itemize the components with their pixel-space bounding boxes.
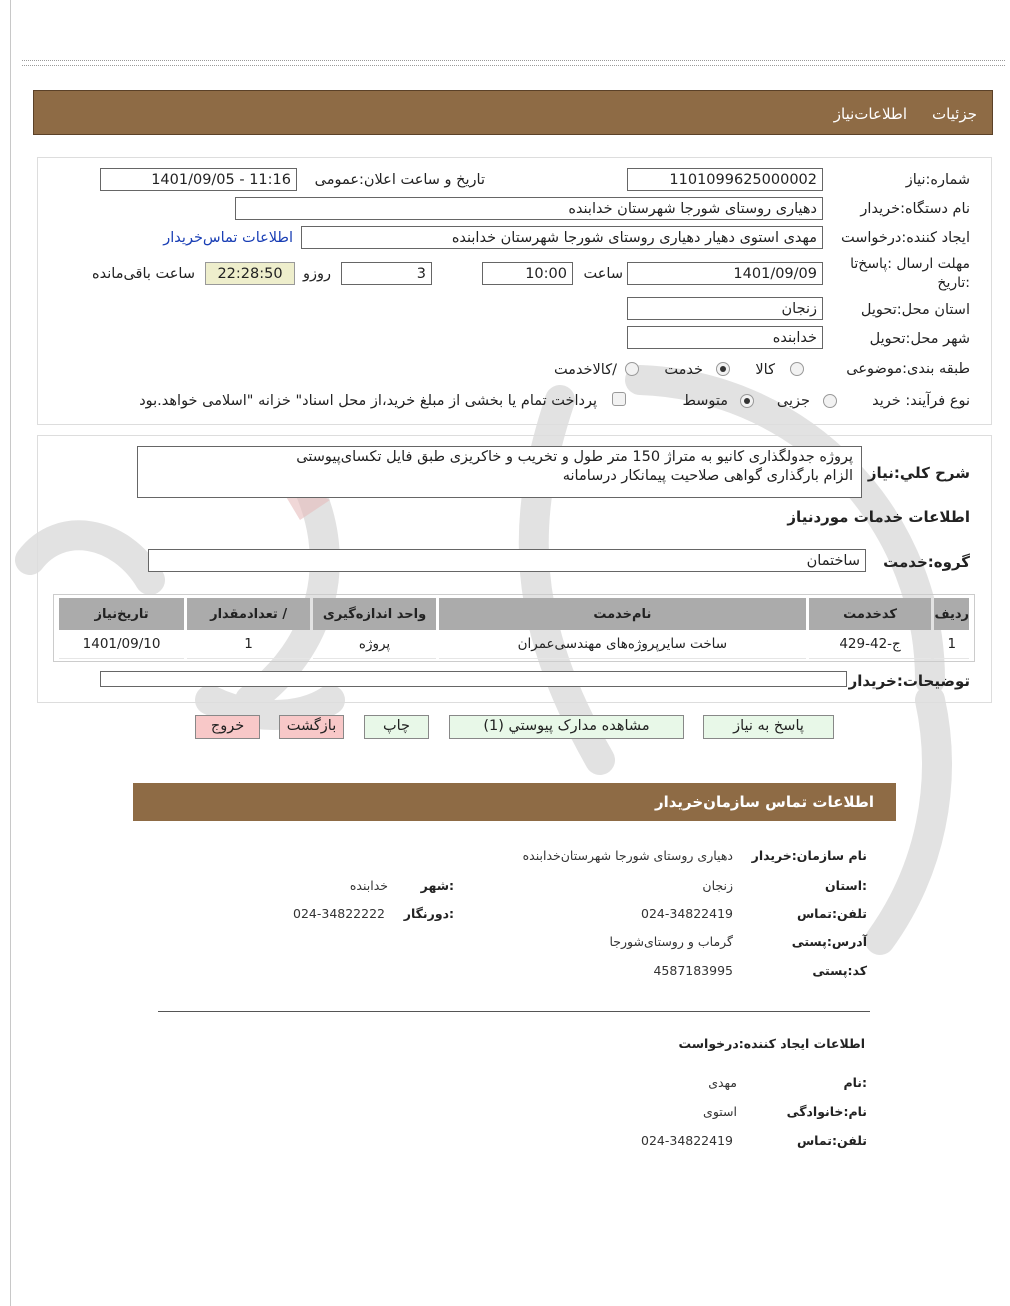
category-option-goods: کالا xyxy=(755,362,775,378)
buyer-contact-link[interactable]: اطلاعات تماس‌خریدار xyxy=(163,230,293,246)
services-table xyxy=(56,598,972,659)
service-group-field: ساختمان xyxy=(148,549,866,572)
contact-address-value: گرماب و روستای‌شورجا xyxy=(609,934,733,949)
treasury-payment-checkbox[interactable] xyxy=(612,392,626,406)
tab-need-info[interactable]: اطلاعات‌نیاز xyxy=(833,105,907,123)
buyer-org-label: نام دستگاه:خریدار xyxy=(860,201,970,217)
description-field xyxy=(137,446,862,498)
contact-postal-value: 4587183995 xyxy=(653,963,733,978)
process-radio-minor[interactable] xyxy=(823,394,837,408)
reply-button[interactable]: پاسخ به نیاز xyxy=(703,715,834,739)
contact-org-value: دهیاری روستای شورجا شهرستان‌خدابنده xyxy=(522,848,733,863)
need-number-label: شماره:نیاز xyxy=(905,172,970,188)
category-label: طبقه بندی:موضوعی xyxy=(846,361,970,377)
col-row-number: ردیف xyxy=(934,598,969,630)
deadline-label-line1: مهلت ارسال :پاسخ‌تا xyxy=(850,256,970,272)
creator-phone-value: 024-34822419 xyxy=(641,1133,733,1148)
description-label: شرح کلي:نیاز xyxy=(867,464,970,482)
creator-phone-label: تلفن:تماس xyxy=(796,1133,867,1148)
description-line-2: الزام بارگذاری گواهی صلاحیت پیمانکار درسامانه xyxy=(562,468,853,484)
deadline-date-field: 1401/09/09 xyxy=(627,262,823,285)
contact-postal-label: کد:پستی xyxy=(812,963,867,978)
description-line-1: پروژه جدولگذاری کانیو به متراژ 150 متر طول و تخریب و خاکریزی طبق فایل تکسای‌پیوستی xyxy=(296,449,853,465)
buyer-contact-title: اطلاعات تماس سازمان‌خریدار xyxy=(654,793,874,811)
creator-family-value: استوی xyxy=(703,1104,737,1119)
process-label: نوع فرآیند: خرید xyxy=(872,393,970,409)
services-table-header xyxy=(59,598,969,630)
cell-service-name: ساخت سایرپروژه‌های مهندسی‌عمران xyxy=(439,630,806,659)
category-radio-goods[interactable] xyxy=(790,362,804,376)
cell-row-number: 1 xyxy=(934,630,969,659)
col-service-code: کدخدمت xyxy=(809,598,932,630)
creator-info-title: اطلاعات ایجاد کننده:درخواست xyxy=(678,1036,865,1051)
cell-quantity: 1 xyxy=(187,630,310,659)
exit-button[interactable]: خروج xyxy=(195,715,260,739)
contact-fax-label: :دورنگار xyxy=(403,906,454,921)
cell-need-date: 1401/09/10 xyxy=(59,630,184,659)
treasury-payment-note: پرداخت تمام یا بخشی از مبلغ خرید،از محل اسناد" خزانه "اسلامی خواهد.بود xyxy=(139,393,597,409)
process-radio-medium[interactable] xyxy=(740,394,754,408)
contact-phone-label: تلفن:تماس xyxy=(796,906,867,921)
contact-city-value: خدابنده xyxy=(349,878,388,893)
page-header-bar xyxy=(33,90,993,135)
col-service-name: نام‌خدمت xyxy=(439,598,806,630)
province-label: استان محل:تحویل xyxy=(860,302,970,318)
creator-label: ایجاد کننده:درخواست xyxy=(841,230,970,246)
services-title: اطلاعات خدمات موردنیاز xyxy=(787,508,970,526)
announce-datetime-field: 1401/09/05 - 11:16 xyxy=(100,168,297,191)
need-number-field: 1101099625000002 xyxy=(627,168,823,191)
deadline-time-field: 10:00 xyxy=(482,262,573,285)
cell-unit: پروژه xyxy=(313,630,436,659)
days-label: روزو xyxy=(302,266,331,282)
category-option-goods-service: /کالاخدمت xyxy=(553,362,617,378)
creator-field: مهدی استوی دهیار دهیاری روستای شورجا شهرستان خدابنده xyxy=(301,226,823,249)
table-row xyxy=(59,630,969,659)
time-label: ساعت xyxy=(583,266,623,282)
creator-family-label: نام:خانوادگی xyxy=(786,1104,867,1119)
service-group-label: گروه:خدمت xyxy=(883,553,970,571)
process-option-medium: متوسط xyxy=(682,393,728,409)
buyer-notes-field xyxy=(100,671,847,687)
print-button[interactable]: چاپ xyxy=(364,715,429,739)
contact-divider xyxy=(158,1011,870,1012)
contact-province-label: :استان xyxy=(824,878,867,893)
remaining-time-label: ساعت باقی‌مانده xyxy=(92,266,195,282)
left-border-line xyxy=(10,0,11,1306)
contact-org-label: نام سازمان:خریدار xyxy=(751,848,867,863)
view-documents-button[interactable]: مشاهده مدارک پیوستي (1) xyxy=(449,715,684,739)
category-radio-goods-service[interactable] xyxy=(625,362,639,376)
contact-city-label: :شهر xyxy=(420,878,454,893)
buyer-contact-header xyxy=(133,783,896,821)
cell-service-code: ج-42-429 xyxy=(809,630,932,659)
city-field: خدابنده xyxy=(627,326,823,349)
category-radio-service[interactable] xyxy=(716,362,730,376)
announce-label: تاریخ و ساعت اعلان:عمومی xyxy=(314,172,485,188)
contact-address-label: آدرس:پستی xyxy=(791,934,867,949)
col-quantity: / تعدادمقدار xyxy=(187,598,310,630)
contact-fax-value: 024-34822222 xyxy=(293,906,385,921)
remaining-time-field: 22:28:50 xyxy=(205,262,295,285)
days-field: 3 xyxy=(341,262,432,285)
top-dotted-separator xyxy=(22,60,1005,66)
buyer-notes-label: توضیحات:خریدار xyxy=(848,672,970,690)
category-option-service: خدمت xyxy=(664,362,703,378)
city-label: شهر محل:تحویل xyxy=(869,331,970,347)
tab-details[interactable]: جزئيات xyxy=(932,105,977,123)
process-option-minor: جزیی xyxy=(776,393,810,409)
creator-name-label: :نام xyxy=(843,1075,867,1090)
back-button[interactable]: بازگشت xyxy=(279,715,344,739)
col-need-date: تاریخ‌نیاز xyxy=(59,598,184,630)
buyer-org-field: دهیاری روستای شورجا شهرستان خدابنده xyxy=(235,197,823,220)
creator-name-value: مهدی xyxy=(708,1075,737,1090)
contact-province-value: زنجان xyxy=(702,878,733,893)
province-field: زنجان xyxy=(627,297,823,320)
deadline-label-line2: :تاریخ xyxy=(937,275,970,291)
contact-phone-value: 024-34822419 xyxy=(641,906,733,921)
col-unit: واحد اندازه‌گیری xyxy=(313,598,436,630)
